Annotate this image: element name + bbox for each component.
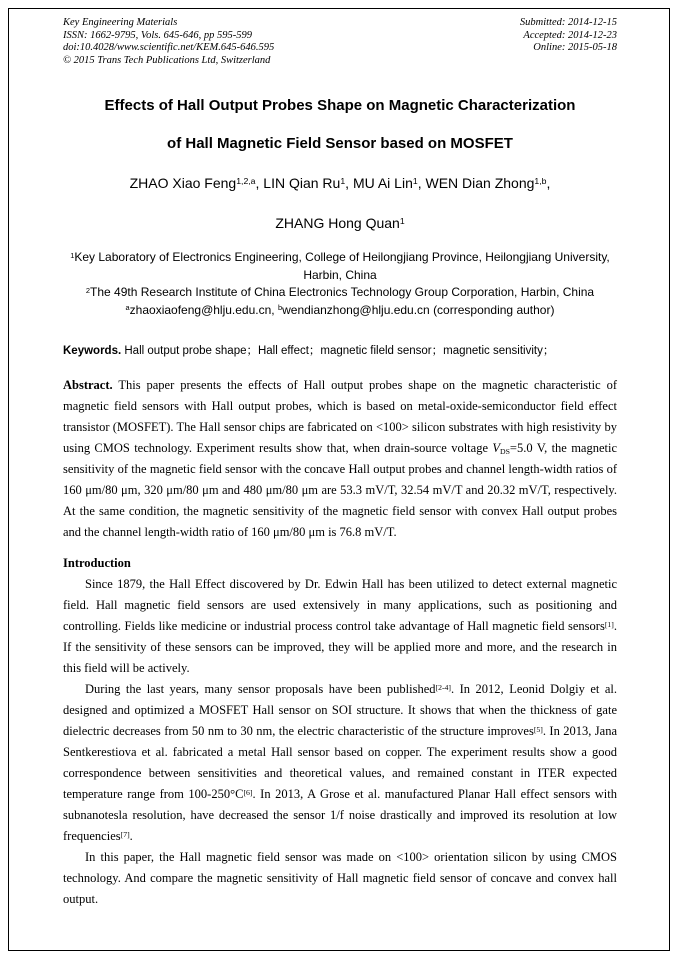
authors-line-1: ZHAO Xiao Feng$^{1,2,a}$, LIN Qian Ru$^1$, MU Ai Lin$^1$, WEN Dian Zhong$^{1,b}$, [129,175,551,191]
intro-paragraph-1: Since 1879, the Hall Effect discovered by Dr. Edwin Hall has been utilized to detect external magnetic field. Hall magnetic field sensors are used extensively in many applications, such as positioning and controlling. Fields like medicine or industrial process control take advantage of Hall magnetic field sensors[1]. If the sensitivity of these sensors can be improved, they will be applied more and more, and the research in this field will be actively. [63,577,617,675]
intro-paragraph-2: During the last years, many sensor proposals have been published[2-4]. In 2012, Leonid Dolgiy et al. designed and optimized a MOSFET Hall sensor on SOI structure. It shows that when the thickness of gate dielectric decreases from 50 nm to 30 nm, the electric characteristic of the structure improves[5]. In 2013, Jana Sentkerestiova et al. fabricated a metal Hall sensor based on copper. The experiment results show a good correspondence between sensitivities and theoretical values, and remained constant in ITER expected temperature range from 100-250°C[6]. In 2013, A Grose et al. manufactured Planar Hall effect sensors with subnanotesla resolution, have decreased the sensor 1/f noise drastically and improved its resolution at low frequencies[7]. [63,682,617,843]
affiliation-2: $^2$The 49th Research Institute of China Electronics Technology Group Corporation, Harbin, China [85,285,595,299]
author-emails: $^a$zhaoxiaofeng@hlju.edu.cn, $^b$wendianzhong@hlju.edu.cn (corresponding author) [125,302,555,317]
journal-doi: doi:10.4028/www.scientific.net/KEM.645-646.595 [63,42,275,53]
title-line-2: of Hall Magnetic Field Sensor based on MOSFET [167,135,513,152]
journal-issn: ISSN: 1662-9795, Vols. 645-646, pp 595-599 [63,29,252,41]
paper-title [63,87,617,163]
journal-header [63,17,617,67]
abstract: Abstract. This paper presents the effects of Hall output probes shape on the magnetic characteristic of magnetic field sensors with Hall output probes, which is based on metal-oxide-semiconductor field effect transistor (MOSFET). The Hall sensor chips are fabricated on <100> silicon substrates with high resistivity by using CMOS technology. Experiment results show that, when drain-source voltage $V_{DS}=5.0$ V, the magnetic sensitivity of the magnetic field sensor with the concave Hall output probes and channel length-width ratios of 160 μm/80 μm, 320 μm/80 μm and 480 μm/80 μm are 53.3 mV/T, 32.54 mV/T and 20.32 mV/T, respectively. At the same condition, the magnetic sensitivity of the magnetic field sensor with convex Hall output probes and the channel length-width ratio of 160 μm/80 μm is 76.8 mV/T. [63,378,618,539]
section-heading-introduction: Introduction [63,556,131,570]
date-online: Online: 2015-05-18 [533,42,617,53]
affiliation-1: $^1$Key Laboratory of Electronics Engineering, College of Heilongjiang Province, Heilongjiang University, Harbin, China [70,250,610,282]
keywords-line: Keywords. Hall output probe shape；Hall effect；magnetic fileld sensor；magnetic sensitivity； [63,345,555,357]
page-border [8,8,670,951]
intro-paragraph-3: In this paper, the Hall magnetic field sensor was made on <100> orientation silicon by using CMOS technology. And compare the magnetic sensitivity of Hall magnetic field sensor of concave and convex hall output. [63,850,617,906]
journal-title: Key Engineering Materials [63,17,178,28]
journal-info [63,17,274,67]
affiliations [63,249,617,319]
journal-copyright: © 2015 Trans Tech Publications Ltd, Switzerland [63,54,271,66]
date-accepted: Accepted: 2014-12-23 [523,29,617,41]
authors-line-2: ZHANG Hong Quan$^1$ [275,215,405,231]
submission-dates [520,17,617,67]
date-submitted: Submitted: 2014-12-15 [519,17,617,28]
title-line-1: Effects of Hall Output Probes Shape on Magnetic Characterization [104,97,576,114]
